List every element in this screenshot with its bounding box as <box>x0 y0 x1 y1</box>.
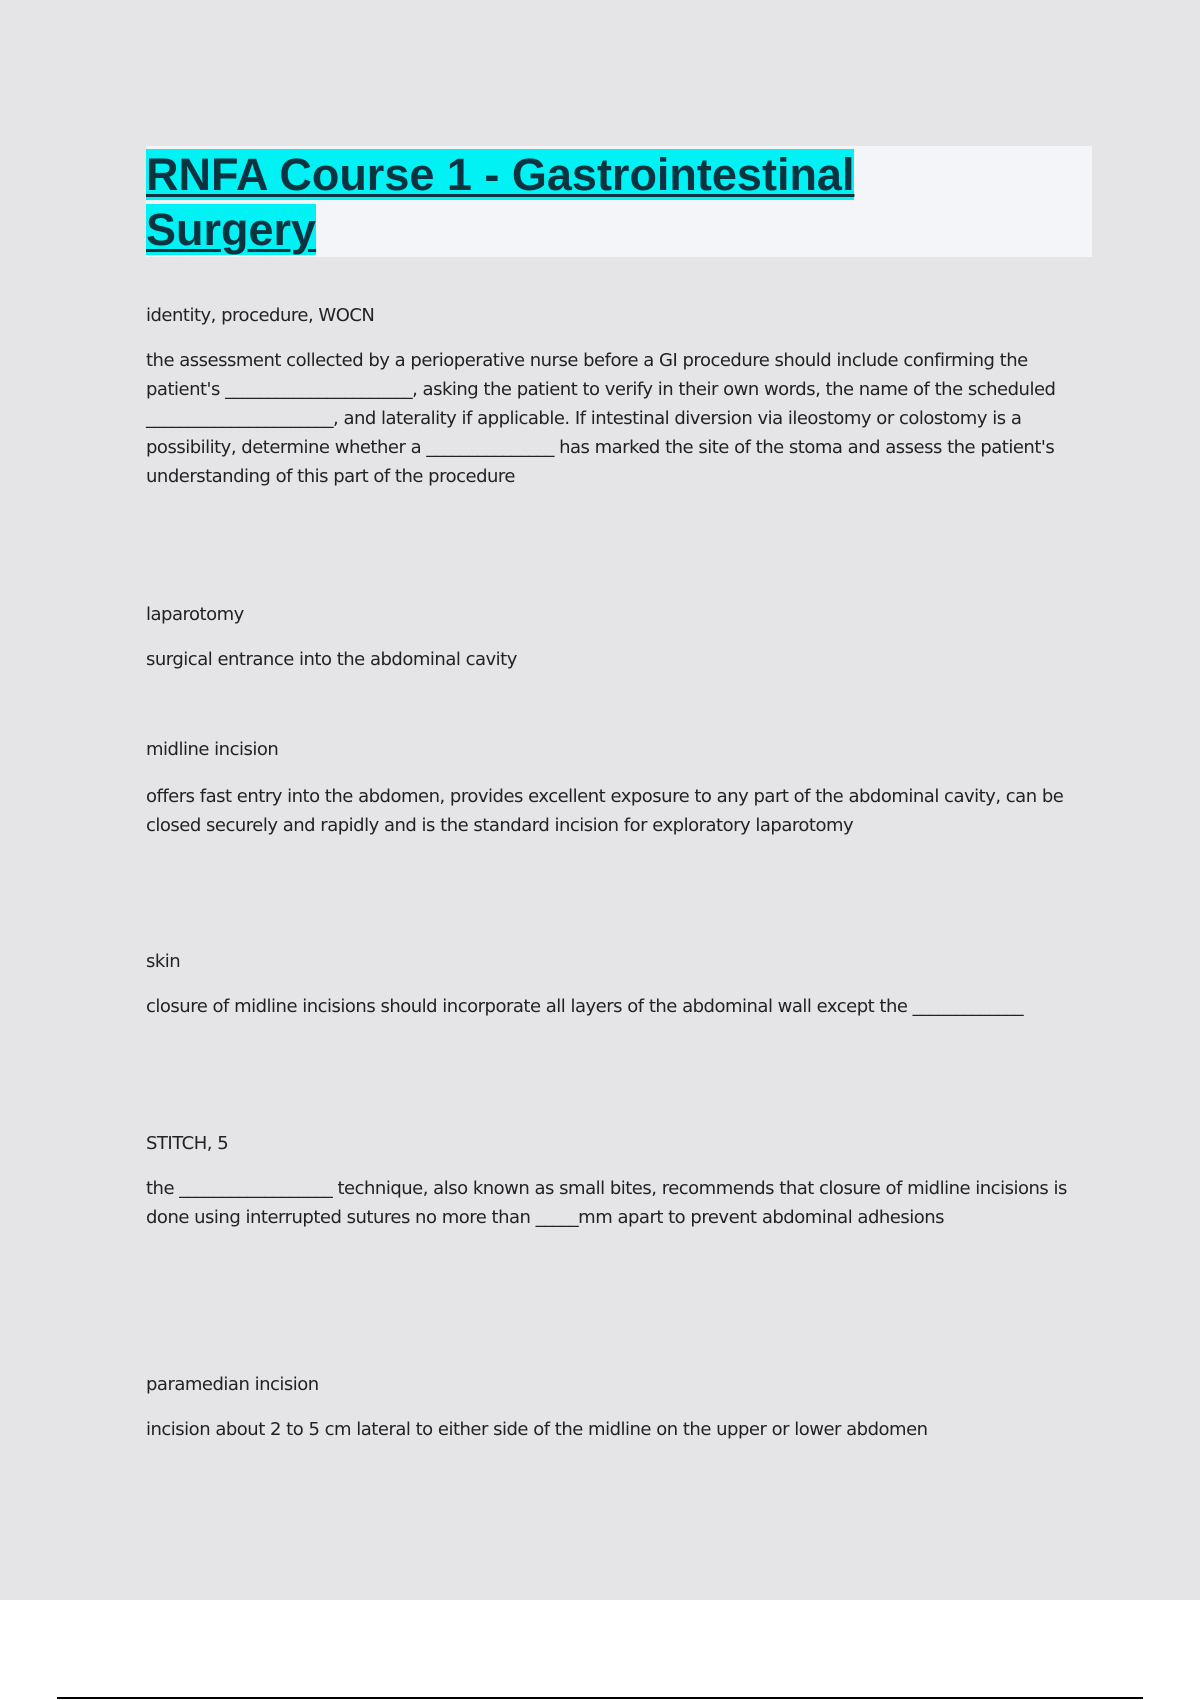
footer-rule <box>57 1697 1143 1699</box>
card-term-1: identity, procedure, WOCN <box>146 305 375 326</box>
card-definition-4: closure of midline incisions should incorporate all layers of the abdominal wall except the _____________ <box>146 996 1024 1017</box>
document-title <box>146 147 946 257</box>
card-term-2: laparotomy <box>146 604 244 625</box>
card-definition-3: offers fast entry into the abdomen, provides excellent exposure to any part of the abdominal cavity, can be closed securely and rapidly and is the standard incision for exploratory laparotomy <box>146 786 1064 836</box>
card-definition-5: the __________________ technique, also known as small bites, recommends that closure of midline incisions is done using interrupted sutures no more than _____mm apart to prevent abdominal adhesions <box>146 1178 1067 1228</box>
card-definition-1: the assessment collected by a perioperative nurse before a GI procedure should include confirming the patient's ______________________, asking the patient to verify in their own words, the name of the scheduled ______________________, and laterality if applicable. If intestinal diversion via ileostomy or colostomy is a possibility, determine whether a _______________ has marked the site of the stoma and assess the patient's understanding of this part of the procedure <box>146 350 1056 487</box>
card-term-6: paramedian incision <box>146 1374 319 1395</box>
card-term-4: skin <box>146 951 181 972</box>
card-definition-6: incision about 2 to 5 cm lateral to either side of the midline on the upper or lower abdomen <box>146 1419 928 1440</box>
card-term-3: midline incision <box>146 739 279 760</box>
card-definition-2: surgical entrance into the abdominal cavity <box>146 649 517 670</box>
document-title-text: RNFA Course 1 - Gastrointestinal Surgery <box>146 149 855 255</box>
card-term-5: STITCH, 5 <box>146 1133 229 1154</box>
